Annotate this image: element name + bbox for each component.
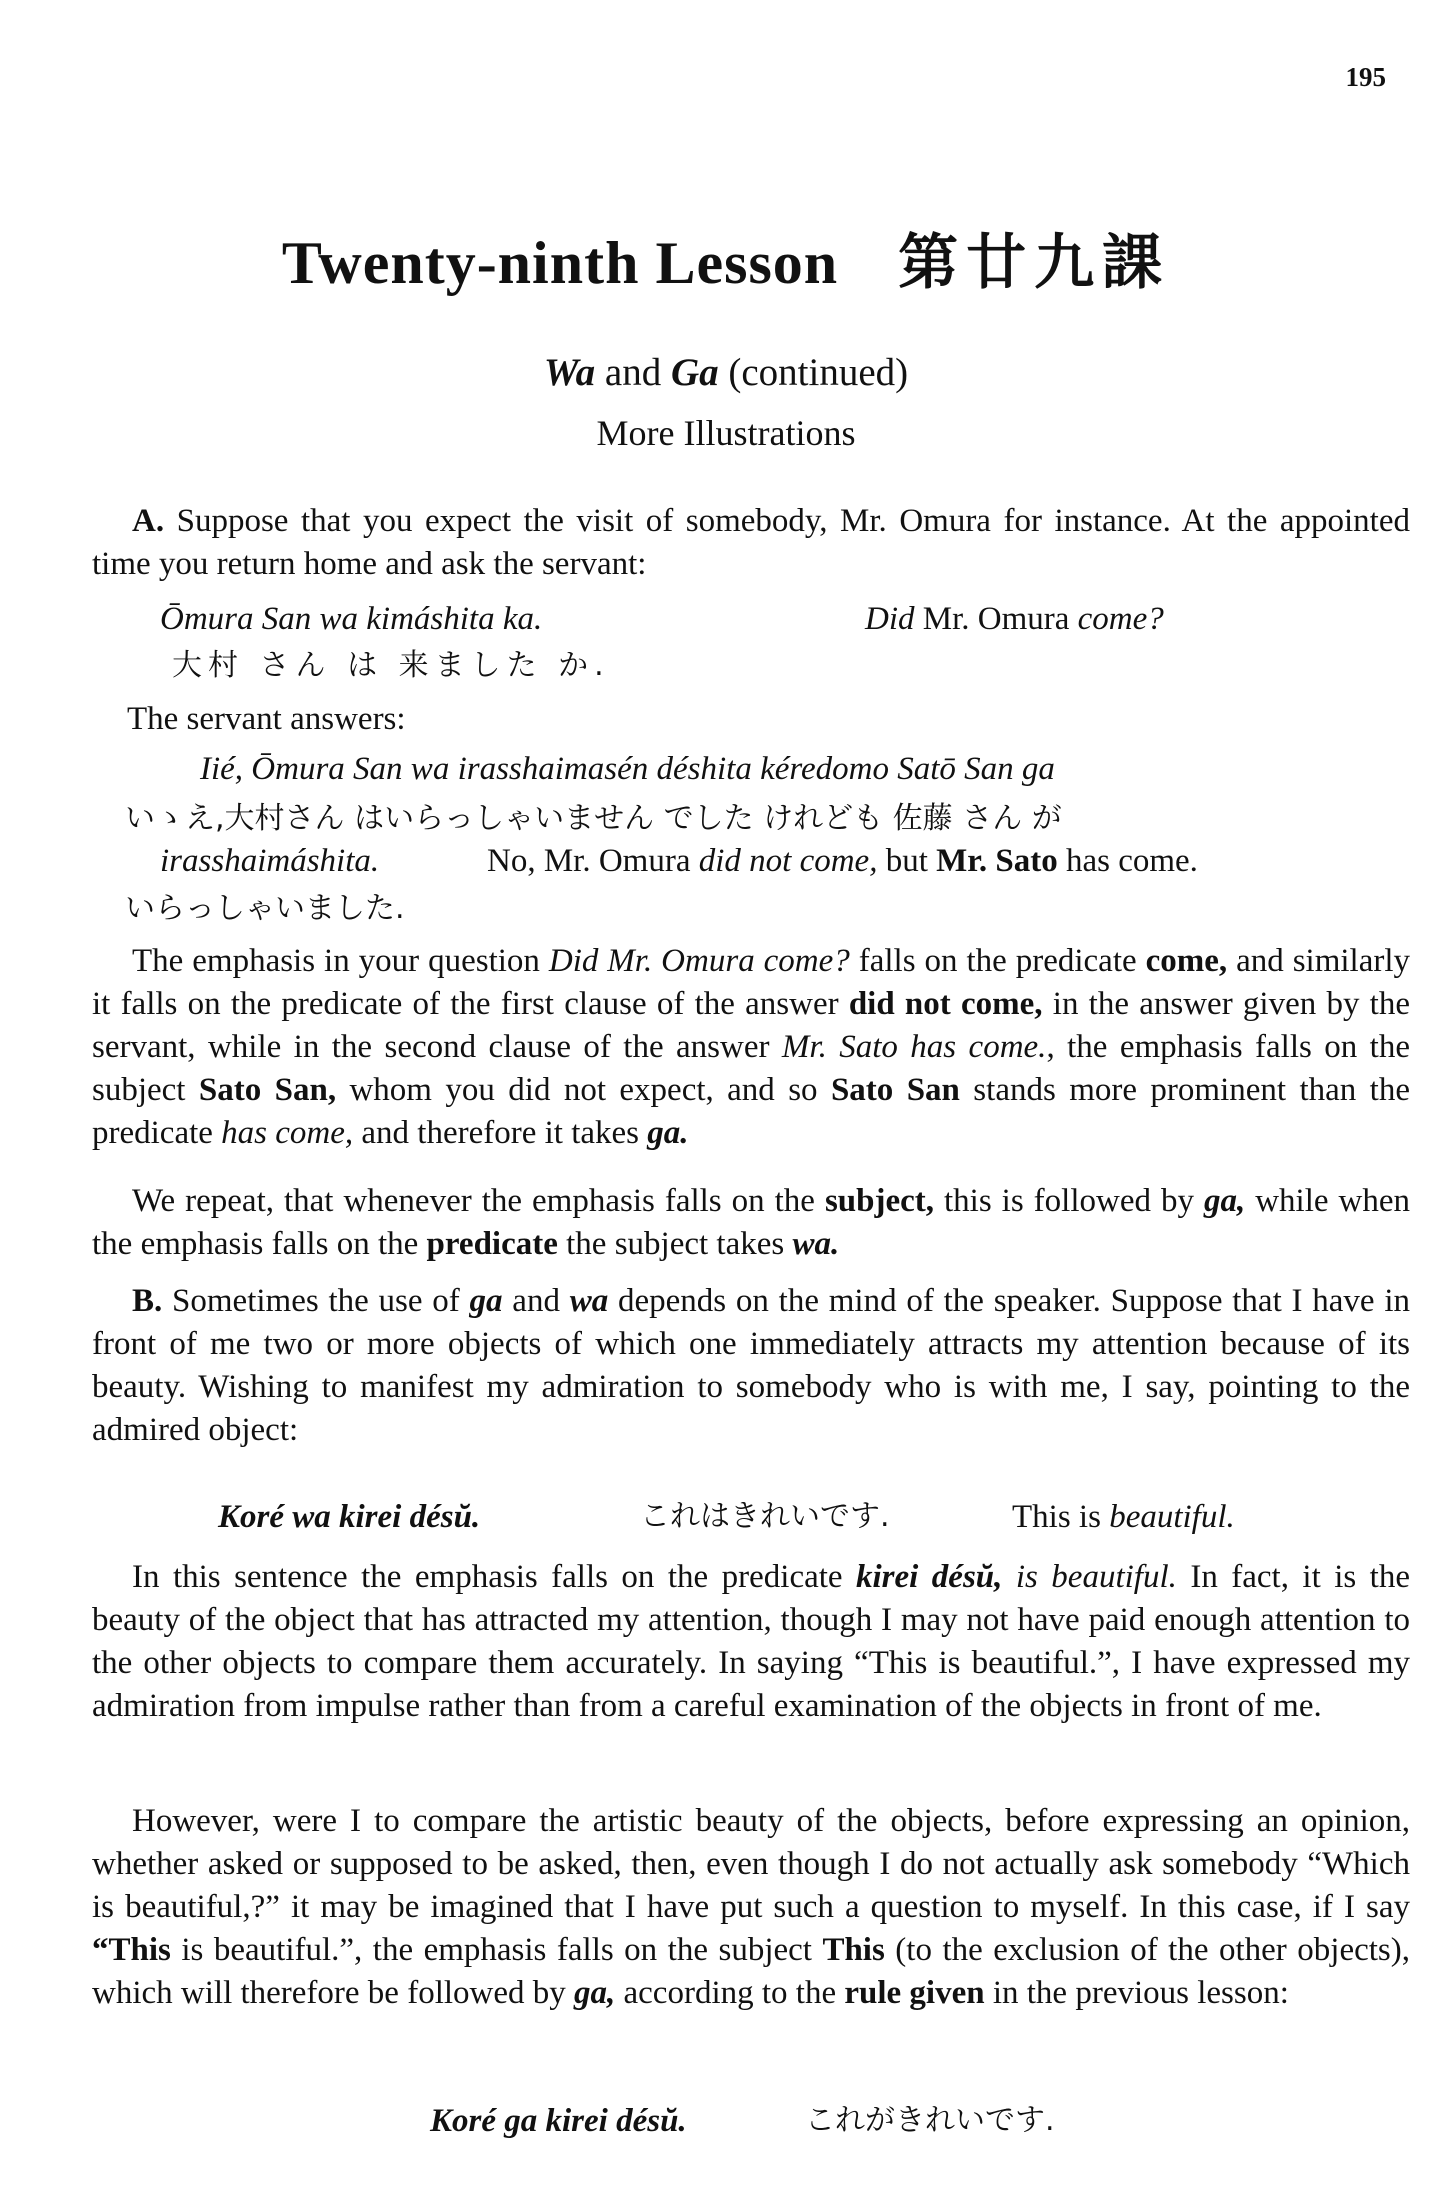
lesson-title-kanji: 第廿九課 <box>898 228 1171 298</box>
p4-text-d: In fact, it is the beauty of the object that has attracted my attention, though I may not have paid enough attention to the other objects to compare them accurately. In saying “This is beautiful.”, I have expressed my admiration from impulse rather than from a careful examination of the objects in front of me. <box>92 1559 1410 1724</box>
answer-japanese-line2: いらっしゃいました. <box>125 891 405 926</box>
p3-text-d: wa <box>569 1283 609 1319</box>
p5-text-i: in the previous lesson: <box>984 1975 1289 2011</box>
example2-en-a: This is <box>1012 1499 1110 1535</box>
p1-text-e: and similarly it falls on the predicate of the first clause of the answer <box>92 943 1411 1022</box>
example2-romaji: Koré wa kirei désŭ. <box>218 1499 481 1535</box>
sub-subtitle: More Illustrations <box>596 413 856 453</box>
p1-text-i: , the emphasis falls on the subject <box>92 1029 1410 1108</box>
example2-en-b: beautiful. <box>1109 1499 1235 1535</box>
question-japanese: 大村 さん は 来ました か. <box>172 648 610 683</box>
p1-text-g: in the answer given by the servant, while in the second clause of the answer <box>92 986 1411 1065</box>
paragraph-however <box>92 1800 1410 2015</box>
example2-english <box>1012 1496 1235 1538</box>
subtitle-and: and <box>595 351 671 394</box>
p3-text-a: Sometimes the use of <box>162 1283 470 1319</box>
p5-text-g: according to the <box>615 1975 845 2011</box>
subtitle-wa: Wa <box>543 351 596 394</box>
p2-text-f: predicate <box>426 1226 558 1262</box>
p4-text-c: is beautiful. <box>1002 1559 1177 1595</box>
answer-romaji-line2: irasshaimáshita. <box>160 843 380 879</box>
p5-text-a: However, were I to compare the artistic beauty of the objects, before expressing an opinion, whether asked or supposed to be asked, then, even though I do not actually ask somebody “Which is beautiful,?” it may be imagined that I have put such a question to myself. In this case, if I say <box>92 1803 1410 1925</box>
p1-text-p: ga. <box>647 1115 689 1151</box>
servant-answers-line: The servant answers: <box>127 701 406 737</box>
subtitle-rest: (continued) <box>718 351 909 394</box>
p5-text-d: This <box>822 1932 885 1968</box>
p5-text-f: ga, <box>574 1975 616 2011</box>
p1-text-l: Sato San <box>830 1072 960 1108</box>
p1-text-a: The emphasis in your question <box>132 943 549 979</box>
p1-text-d: come, <box>1145 943 1228 979</box>
p5-text-h: rule given <box>844 1975 985 2011</box>
p3-text-c: and <box>502 1283 570 1319</box>
answer-en-4: Mr. Sato <box>936 843 1058 879</box>
p4-text-b: kirei désŭ, <box>856 1559 1003 1595</box>
p2-text-d: ga, <box>1203 1183 1246 1219</box>
page-number: 195 <box>1345 62 1386 92</box>
p1-text-c: falls on the predicate <box>849 943 1146 979</box>
paragraph-sentence <box>92 1556 1410 1728</box>
lesson-title-text: Twenty-ninth Lesson <box>281 230 839 296</box>
p2-text-c: this is followed by <box>934 1183 1204 1219</box>
answer-japanese-line1: いゝえ,大村さん はいらっしゃいません でした けれども 佐藤 さん が <box>125 801 1062 836</box>
section-a-intro <box>92 500 1410 586</box>
subtitle-ga: Ga <box>670 351 719 394</box>
p1-text-o: and therefore it takes <box>353 1115 648 1151</box>
p2-text-e: while when the emphasis falls on the <box>92 1183 1410 1262</box>
section-b <box>92 1280 1410 1452</box>
p1-text-b: Did Mr. Omura come? <box>548 943 850 979</box>
p1-text-k: whom you did not expect, and so <box>336 1072 831 1108</box>
section-a-label: A. <box>132 503 165 539</box>
paragraph-repeat <box>92 1180 1410 1266</box>
question-romaji: Ōmura San wa kimáshita ka. <box>160 601 543 637</box>
p2-text-g: the subject takes <box>557 1226 793 1262</box>
p3-text-b: ga <box>469 1283 503 1319</box>
p1-text-n: has come, <box>221 1115 354 1151</box>
answer-english <box>487 840 1198 882</box>
lesson-title <box>0 215 1452 301</box>
example3-japanese: これがきれいです. <box>805 2103 1055 2138</box>
question-en-come: come? <box>1077 601 1164 637</box>
question-english <box>865 598 1164 640</box>
answer-en-5: has come. <box>1057 843 1198 879</box>
question-en-mid: Mr. Omura <box>914 601 1078 637</box>
answer-en-2: did not come, <box>698 843 878 879</box>
p5-text-c: is beautiful.”, the emphasis falls on the subject <box>170 1932 823 1968</box>
example3-romaji: Koré ga kirei désŭ. <box>430 2103 687 2139</box>
p2-text-h: wa. <box>792 1226 840 1262</box>
p1-text-m: stands more prominent than the predicate <box>92 1072 1410 1151</box>
example2-japanese: これはきれいです. <box>640 1499 890 1534</box>
answer-romaji-line1: Iié, Ōmura San wa irasshaimasén déshita kéredomo Satō San ga <box>200 751 1055 787</box>
p2-text-a: We repeat, that whenever the emphasis falls on the <box>132 1183 825 1219</box>
p5-text-e: (to the exclusion of the other objects), which will therefore be followed by <box>92 1932 1410 2011</box>
p4-text-a: In this sentence the emphasis falls on the predicate <box>132 1559 857 1595</box>
answer-en-3: but <box>877 843 937 879</box>
p1-text-f: did not come, <box>848 986 1043 1022</box>
section-a-intro-text: Suppose that you expect the visit of somebody, Mr. Omura for instance. At the appointed time you return home and ask the servant: <box>92 503 1410 582</box>
p2-text-b: subject, <box>824 1183 935 1219</box>
section-b-label: B. <box>132 1283 163 1319</box>
paragraph-emphasis <box>92 940 1410 1155</box>
p1-text-h: Mr. Sato has come. <box>781 1029 1047 1065</box>
answer-en-1: No, Mr. Omura <box>487 843 699 879</box>
p1-text-j: Sato San, <box>198 1072 337 1108</box>
p5-text-b: “This <box>92 1932 171 1968</box>
p3-text-e: depends on the mind of the speaker. Suppose that I have in front of me two or more objects of which one immediately attracts my attention because of its beauty. Wishing to manifest my admiration to somebody who is with me, I say, pointing to the admired object: <box>92 1283 1410 1448</box>
subtitle <box>0 350 1452 395</box>
question-en-did: Did <box>865 601 915 637</box>
